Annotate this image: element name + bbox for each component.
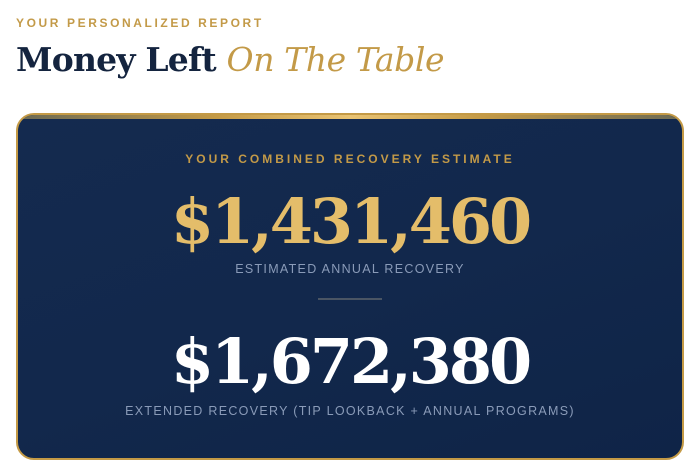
report-eyebrow: YOUR PERSONALIZED REPORT xyxy=(16,16,264,30)
title-main: Money Left xyxy=(16,40,216,79)
annual-recovery-label: ESTIMATED ANNUAL RECOVERY xyxy=(235,262,465,276)
extended-recovery-label: EXTENDED RECOVERY (TIP LOOKBACK + ANNUAL PROGRAMS) xyxy=(125,404,575,418)
divider xyxy=(318,298,382,300)
card-eyebrow: YOUR COMBINED RECOVERY ESTIMATE xyxy=(185,152,515,166)
annual-recovery-amount: $1,431,460 xyxy=(170,185,530,258)
title-accent: On The Table xyxy=(226,40,445,79)
card-gold-accent-bar xyxy=(18,115,682,119)
extended-recovery-amount: $1,672,380 xyxy=(170,325,530,398)
recovery-estimate-card xyxy=(16,113,684,460)
page-title xyxy=(16,40,444,79)
